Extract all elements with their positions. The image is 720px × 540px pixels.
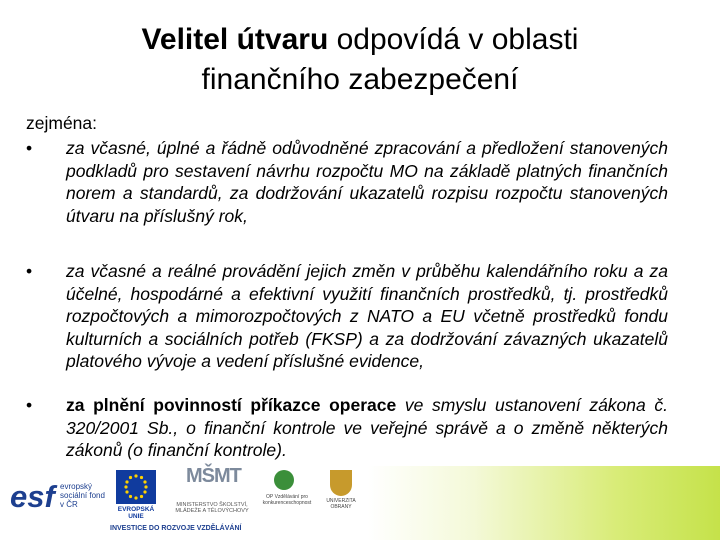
intro-text: zejména: <box>26 113 98 133</box>
op-logo <box>260 470 310 520</box>
decorative-color-bar <box>368 466 720 540</box>
bullet-item <box>26 137 668 227</box>
title-rest-part: odpovídá v oblasti <box>328 23 579 56</box>
bullet-item <box>26 394 668 462</box>
bullet-item <box>26 260 668 373</box>
msmt-logo <box>172 466 252 522</box>
slide-title <box>0 20 720 100</box>
msmt-logo-mark: MŠMT <box>186 465 241 487</box>
bullet-marker: • <box>26 395 33 415</box>
esf-logo-mark: esf <box>10 479 55 514</box>
uo-logo-text: UNIVERZITA OBRANY <box>326 498 356 510</box>
esf-logo-text: evropský sociální fond v ČR <box>60 482 105 509</box>
bullet-text: za včasné, úplné a řádně odůvodněné zpracování a předložení stanovených podkladů pro sestavení návrhu rozpočtu MO na základě platných finančních norem a standardů, za dodržování ukazatelů rozpisu rozpočtu stanovených útvaru na příslušný rok, <box>66 138 668 226</box>
shield-icon <box>330 470 352 496</box>
bullet-marker: • <box>26 261 33 281</box>
bullet-text: za včasné a reálné provádění jejich změn v průběhu kalendářního roku a za účelné, hospodárné a efektivní využití finančních prostředků, tj. prostředků rozpočtových a mimorozpočtových z NATO a EU včetně prostředků fondu kulturních a sociálních potřeb (FKSP) a za dodržování závazných ukazatelů platového vývoje a vedení příslušné evidence, <box>66 261 668 371</box>
op-logo-text: OP Vzdělávání pro konkurenceschopnost <box>262 494 312 506</box>
eu-logo-text: EVROPSKÁ UNIE <box>117 506 155 520</box>
footer-logos <box>0 466 720 540</box>
bullet-rest-text: ve smyslu ustanovení zákona č. 320/2001 Sb., o finanční kontrole ve veřejné správě a o změně některých zákonů (o finanční kontrole). <box>66 395 668 460</box>
title-bold-part: Velitel útvaru <box>141 23 329 56</box>
uo-logo <box>320 470 362 520</box>
esf-logo <box>10 478 106 516</box>
eu-logo <box>110 470 162 522</box>
logo-strip <box>0 466 368 540</box>
bullet-strong-text: za plnění povinností příkazce operace <box>66 395 397 415</box>
op-logo-icon <box>274 470 294 490</box>
bullet-text <box>66 394 668 462</box>
msmt-logo-text: MINISTERSTVO ŠKOLSTVÍ, MLÁDEŽE A TĚLOVÝCHOVY <box>175 502 249 514</box>
title-line-2: finančního zabezpečení <box>201 63 519 96</box>
bullet-marker: • <box>26 138 33 158</box>
eu-flag-icon <box>116 470 156 504</box>
title-line-1 <box>0 20 720 60</box>
invest-tagline: INVESTICE DO ROZVOJE VZDĚLÁVÁNÍ <box>110 525 242 532</box>
